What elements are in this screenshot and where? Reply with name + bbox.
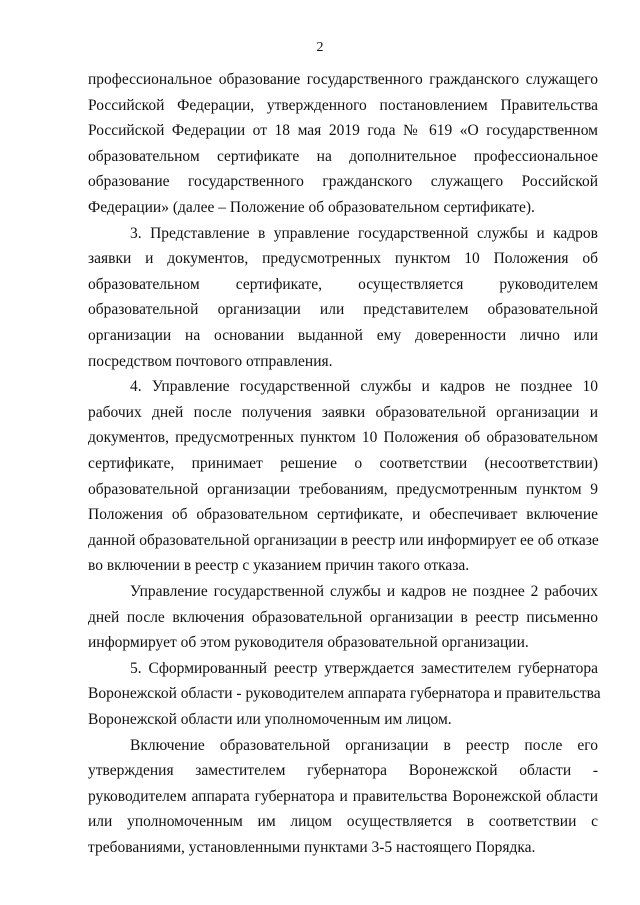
text-line: образовательном сертификате, осуществляется руководителем [88, 275, 598, 293]
text-line: образовательной организации требованиям, предусмотренным пунктом 9 [88, 480, 598, 498]
text-line: 5. Сформированный реестр утверждается заместителем губернатора [130, 659, 598, 677]
text-line: посредством почтового отправления. [88, 352, 333, 370]
text-line: рабочих дней после получения заявки образовательной организации и [88, 403, 598, 421]
text-line: информирует об этом руководителя образовательной организации. [88, 634, 529, 652]
text-line: данной образовательной организации в реестр или информирует ее об отказе [88, 531, 599, 549]
text-line: Воронежской области - руководителем аппарата губернатора и правительства [88, 685, 601, 703]
text-line: или уполномоченным им лицом осуществляется в соответствии с [88, 813, 598, 831]
text-line: руководителем аппарата губернатора и правительства Воронежской области [88, 787, 598, 805]
text-line: Российской Федерации, утвержденного постановлением Правительства [88, 96, 598, 114]
text-line: Положения об образовательном сертификате, и обеспечивает включение [88, 506, 598, 524]
text-line: требованиями, установленными пунктами 3-5 настоящего Порядка. [88, 839, 536, 856]
text-line: 4. Управление государственной службы и кадров не позднее 10 [130, 378, 598, 396]
text-line: Включение образовательной организации в реестр после его [130, 736, 598, 754]
text-line: во включении в реестр с указанием причин такого отказа. [88, 557, 470, 575]
text-line: утверждения заместителем губернатора Воронежской области - [88, 762, 598, 780]
text-line: образовательной организации или представителем образовательной [88, 301, 598, 319]
page-number: 2 [316, 40, 324, 55]
text-line: дней после включения образовательной организации в реестр письменно [88, 608, 598, 626]
text-line: организации на основании выданной ему доверенности лично или [88, 327, 598, 344]
text-line: Управление государственной службы и кадров не позднее 2 рабочих [130, 583, 598, 600]
text-line: образование государственного гражданского служащего Российской [88, 173, 598, 191]
text-line: 3. Представление в управление государственной службы и кадров [130, 224, 598, 242]
text-line: документов, предусмотренных пунктом 10 Положения об образовательном [88, 429, 598, 447]
text-line: сертификате, принимает решение о соответствии (несоответствии) [88, 455, 598, 472]
text-line: образовательном сертификате на дополнительное профессиональное [88, 147, 598, 165]
text-line: профессиональное образование государственного гражданского служащего [88, 71, 598, 88]
text-line: Воронежской области или уполномоченным им лицом. [88, 711, 452, 728]
text-line: Федерации» (далее – Положение об образовательном сертификате). [88, 199, 535, 216]
text-line: Российской Федерации от 18 мая 2019 года № 619 «О государственном [88, 122, 598, 140]
text-line: заявки и документов, предусмотренных пунктом 10 Положения об [88, 250, 598, 268]
